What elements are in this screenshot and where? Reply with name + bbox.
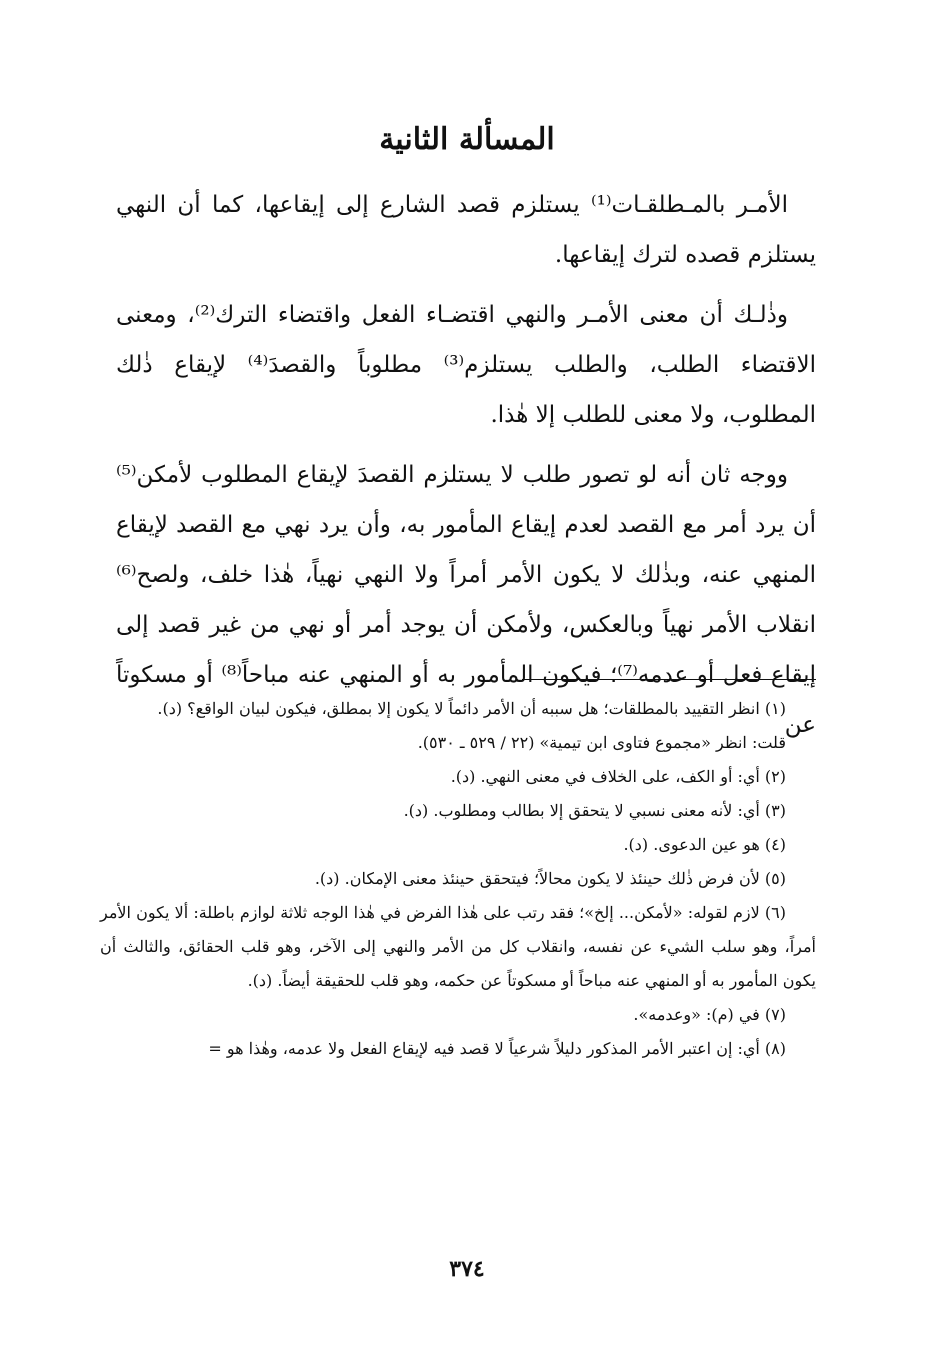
footnotes <box>100 692 816 1066</box>
footnote-1-note: قلت: انظر «مجموع فتاوى ابن تيمية» (٢٢ / ٥٢٩ ـ ٥٣٠). <box>417 733 786 752</box>
page-number: ٣٧٤ <box>449 1256 485 1282</box>
footnote-3: (٣) أي: لأنه معنى نسبي لا يتحقق إلا بطالب ومطلوب. (د). <box>403 801 786 820</box>
footnote-6: (٦) لازم لقوله: «لأمكن... إلخ»؛ فقد رتب على هٰذا الفرض في هٰذا الوجه ثلاثة لوازم باطلة: ألا يكون الأمر أمراً، وهو سلب الشيء عن نفسه، وانقلاب كل من الأمر والنهي إلى الآخر، وهو قلب الحقائق، والثالث أن يكون المأمور به أو المنهي عنه مباحاً أو مسكوتاً عن حكمه، وهو قلب للحقيقة أيضاً. (د). <box>100 903 817 990</box>
main-text <box>116 180 816 760</box>
paragraph-2: وذٰلـك أن معنى الأمـر والنهي اقتضـاء الفعل واقتضاء الترك⁽²⁾، ومعنى الاقتضاء الطلب، والطلب يستلزم⁽³⁾ مطلوباً والقصدَ⁽⁴⁾ لإيقاع ذٰلك المطلوب، ولا معنى للطلب إلا هٰذا. <box>116 302 817 428</box>
footnote-5: (٥) لأن فرض ذٰلك حينئذ لا يكون محالاً؛ فيتحقق حينئذ معنى الإمكان. (د). <box>314 869 786 888</box>
paragraph-3: ووجه ثان أنه لو تصور طلب لا يستلزم القصدَ لإيقاع المطلوب لأمكن⁽⁵⁾ أن يرد أمر مع القصد لعدم إيقاع المأمور به، وأن يرد نهي مع القصد لإيقاع المنهي عنه، وبذٰلك لا يكون الأمر أمراً ولا النهي نهياً، هٰذا خلف، ولصح⁽⁶⁾ انقلاب الأمر نهياً وبالعكس، ولأمكن أن يوجد أمر أو نهي من غير قصد إلى إيقاع فعل أو عدمه⁽⁷⁾؛ فيكون المأمور به أو المنهي عنه مباحاً⁽⁸⁾ أو مسكوتاً عن <box>116 462 816 738</box>
section-title: المسألة الثانية <box>379 122 555 157</box>
paragraph-1: الأمـر بالمـطلقـات⁽¹⁾ يستلزم قصد الشارع إلى إيقاعها، كما أن النهي يستلزم قصده لترك إيقاعها. <box>116 192 816 268</box>
footnote-4: (٤) هو عين الدعوى. (د). <box>623 835 786 854</box>
footnote-8: (٨) أي: إن اعتبر الأمر المذكور دليلاً شرعياً لا قصد فيه لإيقاع الفعل ولا عدمه، وهٰذا هو = <box>208 1039 786 1058</box>
footnote-7: (٧) في (م): «وعدمه». <box>633 1005 786 1024</box>
footnote-1: (١) انظر التقييد بالمطلقات؛ هل سببه أن الأمر دائماً لا يكون إلا بمطلق، فيكون لبيان الواقع؟ (د). <box>157 699 786 718</box>
footnote-2: (٢) أي: أو الكف، على الخلاف في معنى النهي. (د). <box>450 767 786 786</box>
footnote-separator <box>522 679 816 680</box>
